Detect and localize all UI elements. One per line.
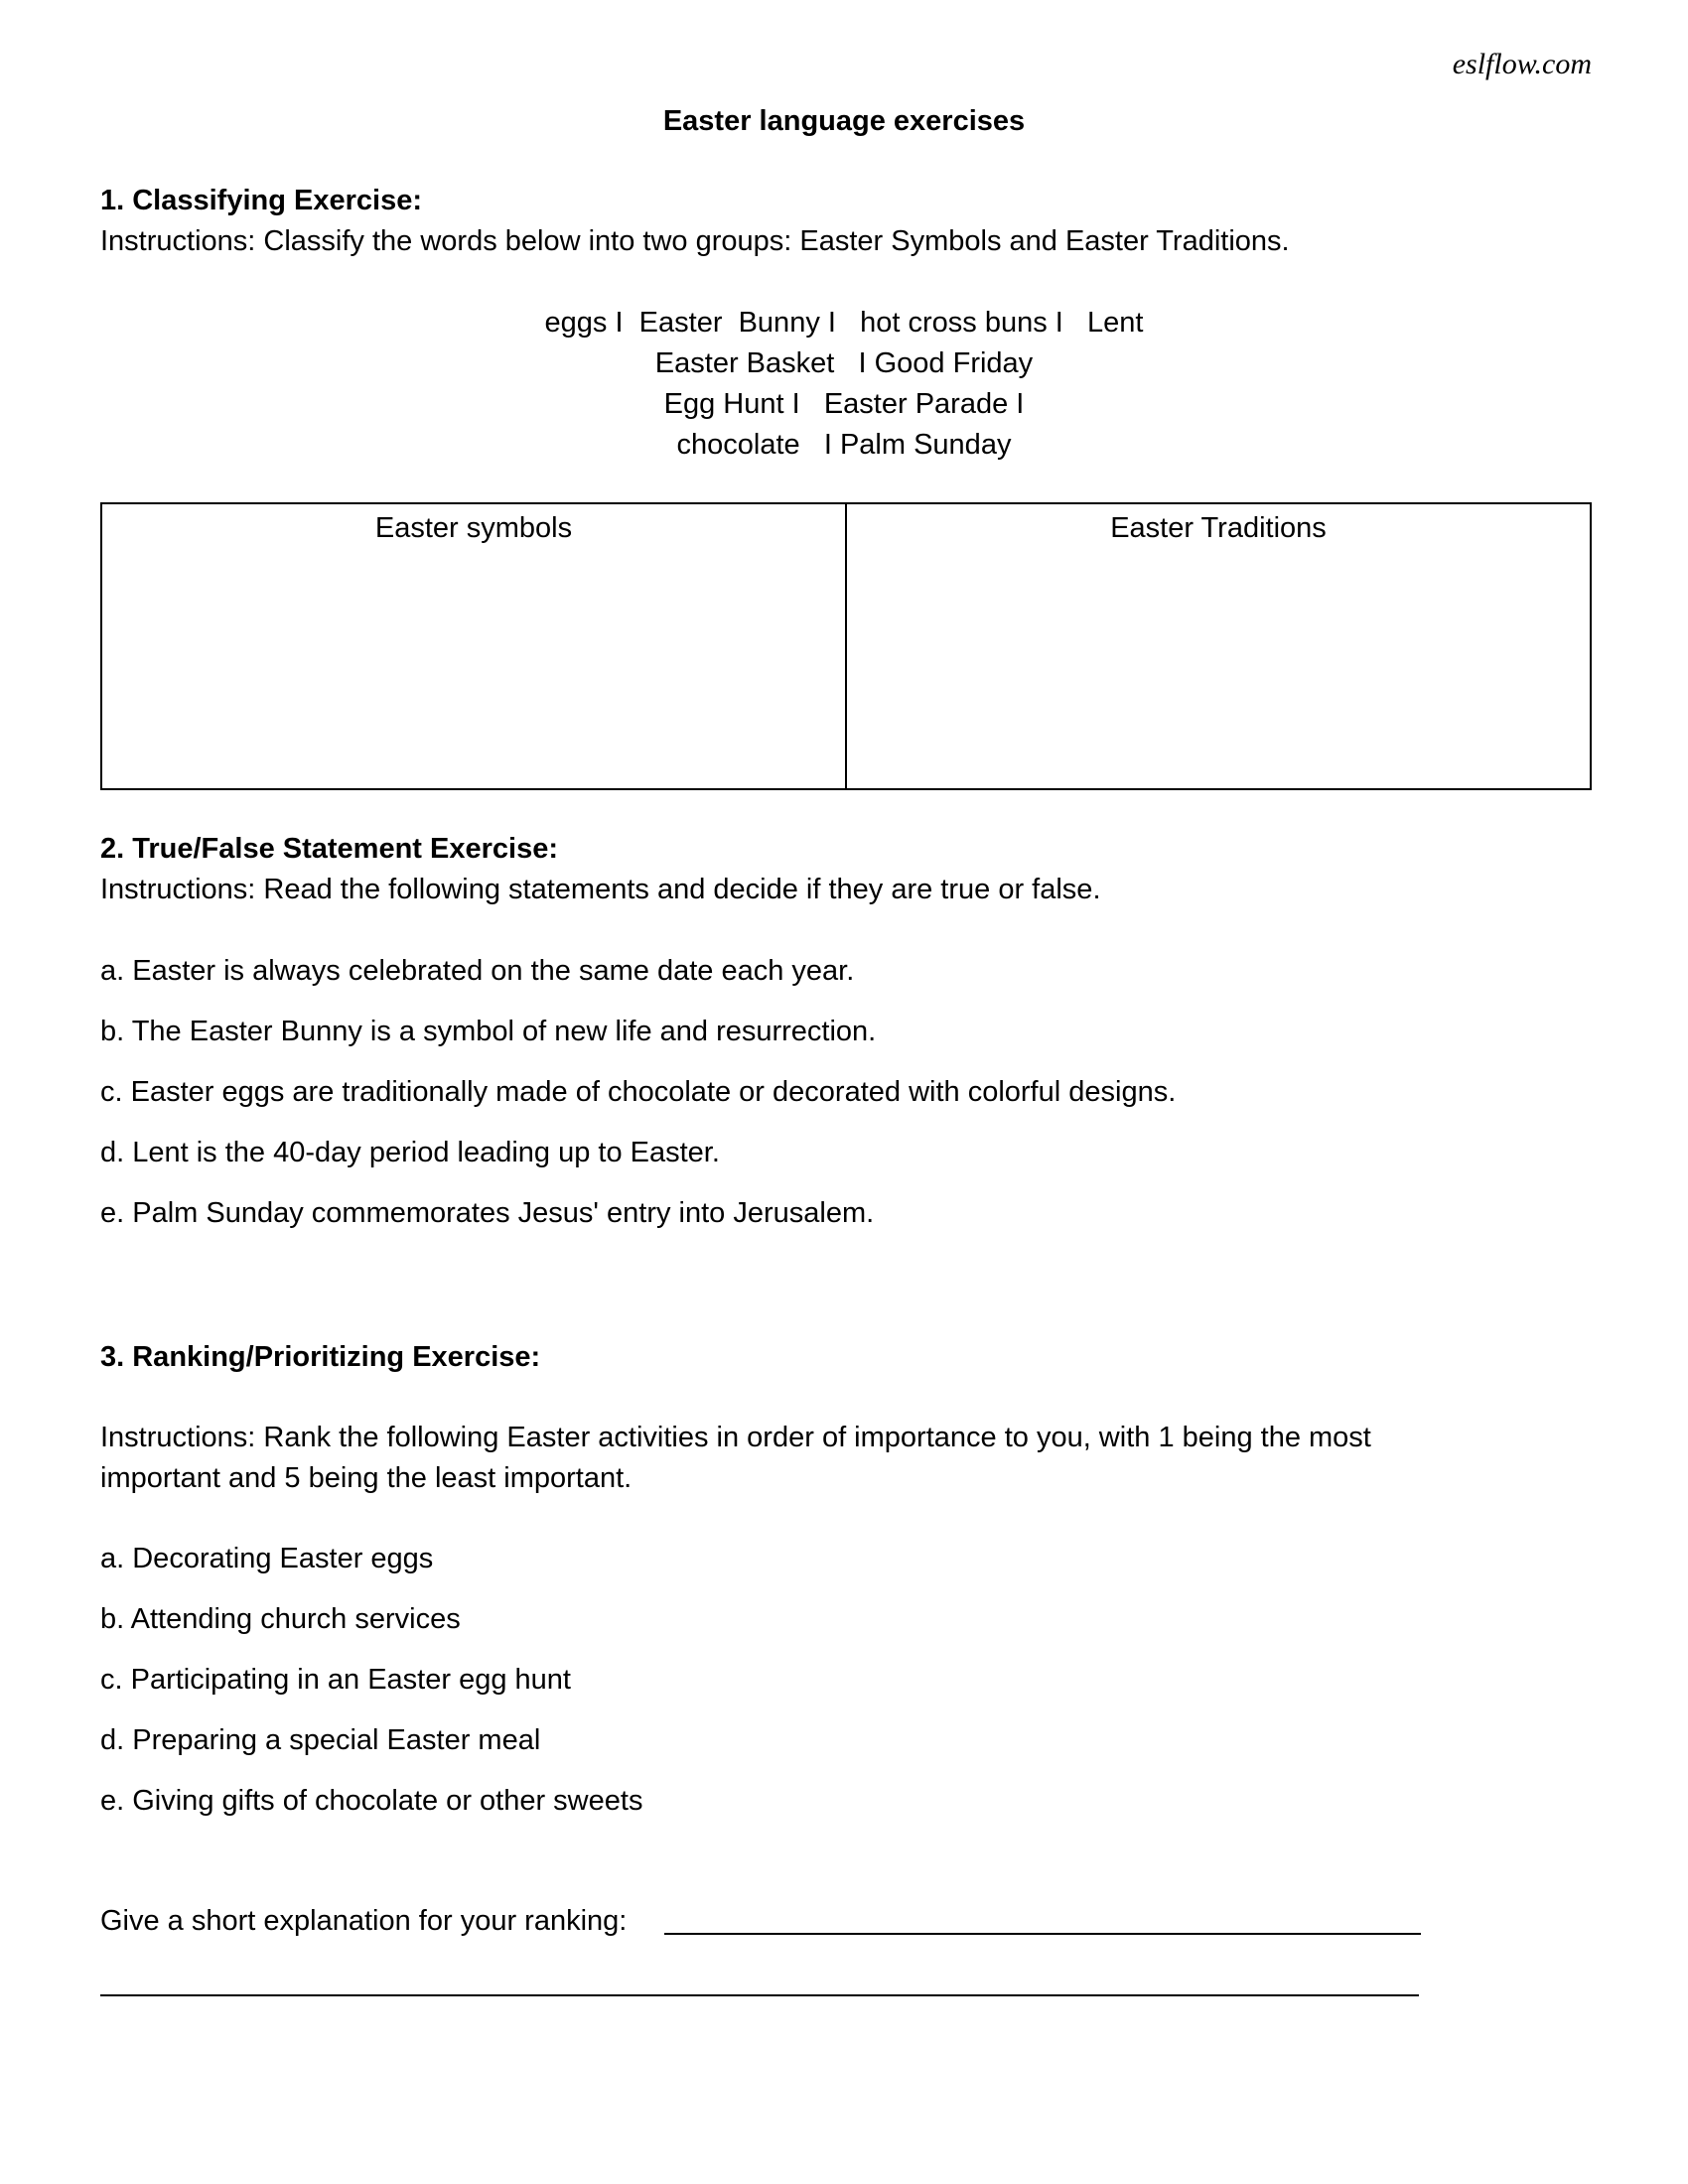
word-bank-line: Easter Basket I Good Friday [654,347,1034,379]
activity-item: e. Giving gifts of chocolate or other sweets [100,1785,643,1817]
exercise3-instructions-block [100,1418,1590,1499]
classify-table [100,502,1592,790]
exercise2-instructions: Instructions: Read the following statements and decide if they are true or false. [100,874,1101,905]
traditions-column[interactable] [845,504,1590,788]
exercise1-instructions: Instructions: Classify the words below into two groups: Easter Symbols and Easter Traditions. [100,225,1290,257]
exercise1-heading: 1. Classifying Exercise: [100,185,422,216]
symbols-column[interactable] [102,504,845,788]
traditions-column-header: Easter Traditions [1110,512,1327,544]
exercise3-instructions-line1: Instructions: Rank the following Easter activities in order of importance to you, with 1 being the most [100,1422,1371,1453]
explanation-answer-line-2[interactable] [100,1994,1419,1996]
symbols-column-header: Easter symbols [374,512,573,544]
exercise3-heading: 3. Ranking/Prioritizing Exercise: [100,1341,541,1373]
statement-item: d. Lent is the 40-day period leading up to Easter. [100,1137,720,1168]
exercise1-header [100,181,1590,262]
exercise2-heading: 2. True/False Statement Exercise: [100,833,558,865]
site-watermark: eslflow.com [1452,48,1592,80]
word-bank-line: chocolate I Palm Sunday [676,429,1012,461]
exercise3-header [100,1337,1590,1378]
statement-item: b. The Easter Bunny is a symbol of new life and resurrection. [100,1016,877,1047]
statement-item: e. Palm Sunday commemorates Jesus' entry into Jerusalem. [100,1197,875,1229]
word-bank-line: eggs I Easter Bunny I hot cross buns I Lent [544,307,1144,339]
word-bank [0,303,1688,466]
explanation-prompt: Give a short explanation for your ranking: [100,1905,628,1937]
activity-item: b. Attending church services [100,1603,461,1635]
statement-item: c. Easter eggs are traditionally made of chocolate or decorated with colorful designs. [100,1076,1177,1108]
activity-item: d. Preparing a special Easter meal [100,1724,541,1756]
activity-item: a. Decorating Easter eggs [100,1543,434,1574]
word-bank-line: Egg Hunt I Easter Parade I [663,388,1025,420]
exercise3-instructions-line2: important and 5 being the least important. [100,1462,633,1494]
page-title: Easter language exercises [662,105,1026,137]
exercise2-header [100,829,1590,910]
explanation-answer-line-1[interactable] [664,1933,1421,1935]
activity-item: c. Participating in an Easter egg hunt [100,1664,571,1696]
statement-item: a. Easter is always celebrated on the same date each year. [100,955,855,987]
